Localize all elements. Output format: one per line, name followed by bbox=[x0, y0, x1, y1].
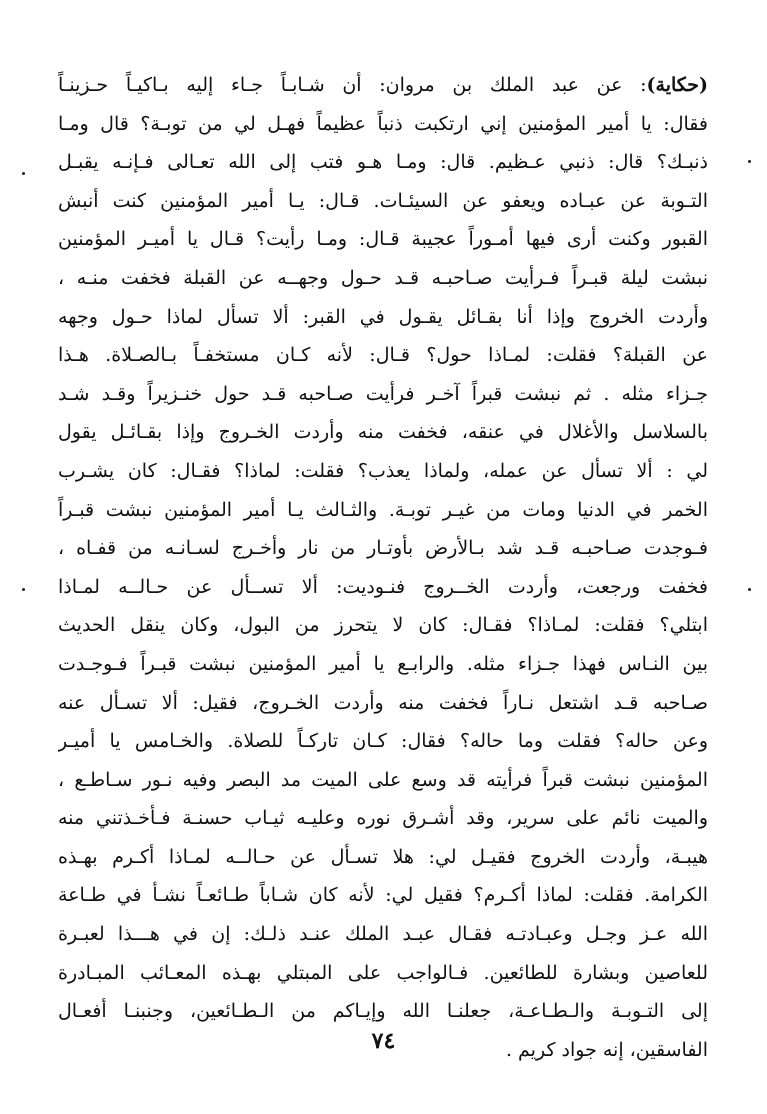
text-line bbox=[58, 568, 708, 607]
text-line bbox=[58, 375, 708, 414]
text-line bbox=[58, 992, 708, 1031]
text-line bbox=[58, 66, 708, 105]
line-text: لي : ألا تسأل عن عمله، ولماذا يعذب؟ فقلت: لماذا؟ فقـال: كان يشـرب bbox=[58, 459, 708, 482]
line-text: للعاصين وبشارة للطائعين. فـالواجب على المبتلي بهـذه المعـائب المبـادرة bbox=[58, 961, 708, 984]
text-line bbox=[58, 413, 708, 452]
line-text: التـوبة عن عبـاده ويعفو عن السيئـات. قـال: يـا أمير المؤمنين كنت أنبش bbox=[58, 189, 708, 212]
line-text: عن القبلة؟ فقلت: لمـاذا حول؟ قـال: لأنه كـان مستخفـاً بـالصـلاة. هـذا bbox=[58, 344, 708, 367]
text-line bbox=[58, 182, 708, 221]
line-text: إلى التـوبـة والـطـاعـة، جعلنـا الله وإيـاكم من الـطـائعين، وجنبنـا أفعـال bbox=[58, 1000, 708, 1023]
line-text: الخمر في الدنيا ومات من غيـر توبـة. والثـالث يـا أمير المؤمنين نبشت قبـراً bbox=[58, 498, 708, 521]
line-text: صـاحبه قـد اشتعل نـاراً فخفت منه وأردت الخـروج، فقيل: ألا تسـأل عنه bbox=[58, 691, 708, 714]
text-line bbox=[58, 298, 708, 337]
line-text: بالسلاسل والأغلال في عنقه، فخفت منه وأردت الخـروج وإذا بقـائـل يقول bbox=[58, 421, 708, 444]
line-text: وعن حاله؟ فقلت وما حاله؟ فقال: كـان تاركـاً للصلاة. والخـامس يا أميـر bbox=[58, 730, 708, 753]
text-line bbox=[58, 954, 708, 993]
margin-mark bbox=[22, 588, 25, 591]
text-line bbox=[58, 606, 708, 645]
line-text: ابتلي؟ فقلت: لمـاذا؟ فقـال: كان لا يتحرز من البول، وكان ينقل الحديث bbox=[58, 614, 708, 637]
body-text bbox=[58, 66, 708, 1069]
text-line bbox=[58, 336, 708, 375]
line-text: هيبـة، وأردت الخروج فقيـل لي: هلا تسـأل عن حـالــه لمـاذا أكـرم بهـذه bbox=[58, 845, 708, 868]
text-line bbox=[58, 876, 708, 915]
line-text: فخفت ورجعت، وأردت الخــروج فنـوديت: ألا تســأل عن حـالــه لمـاذا bbox=[58, 575, 708, 598]
line-text: الله عـز وجـل وعبـادتـه فقـال عبـد الملك عنـد ذلـك: إن في هـــذا لعبـرة bbox=[58, 923, 708, 946]
text-line bbox=[58, 491, 708, 530]
page-number: ٧٤ bbox=[371, 1028, 396, 1054]
line-text: الفاسقين، إنه جواد كريم . bbox=[505, 1038, 708, 1061]
line-text: جـزاء مثله . ثم نبشت قبراً آخـر فرأيت صـاحبه قـد حول خنـزيراً وقـد شـد bbox=[58, 382, 708, 405]
text-line bbox=[58, 220, 708, 259]
story-heading: (حكاية) bbox=[646, 74, 708, 96]
line-text: القبور وكنت أرى فيها أمـوراً عجيبة قـال: ومـا رأيت؟ قـال يا أميـر المؤمنين bbox=[58, 228, 708, 251]
text-line bbox=[58, 645, 708, 684]
text-line bbox=[58, 799, 708, 838]
line-text: نبشت ليلة قبـراً فـرأيت صـاحبـه قـد حـول وجهــه عن القبلة فخفت منـه ، bbox=[58, 266, 708, 289]
margin-mark bbox=[22, 172, 25, 175]
text-line bbox=[58, 529, 708, 568]
line-text: الكرامة. فقلت: لماذا أكـرم؟ فقيل لي: لأنه كان شـاباً طـائعـاً نشـأ في طـاعة bbox=[58, 884, 708, 907]
margin-mark bbox=[748, 588, 751, 591]
line-text: ذنبـك؟ قال: ذنبي عـظيم. قال: ومـا هـو فتب إلى الله تعـالى فـإنـه يقبـل bbox=[58, 151, 708, 174]
text-line bbox=[58, 722, 708, 761]
line-text: وأردت الخروج وإذا أنا بقـائل يقـول في القبر: ألا تسأل لماذا حـول وجهه bbox=[58, 305, 708, 328]
text-line bbox=[58, 838, 708, 877]
text-line bbox=[58, 143, 708, 182]
text-line bbox=[58, 105, 708, 144]
text-line bbox=[58, 915, 708, 954]
line-text: : عن عبد الملك بن مروان: أن شـابـاً جـاء إليه بـاكيـاً حـزينـاً bbox=[58, 74, 647, 96]
line-text: فـوجدت صـاحبـه قـد شد بـالأرض بأوتـار من نار وأخـرج لسـانـه من قفـاه ، bbox=[58, 537, 708, 560]
text-line bbox=[58, 761, 708, 800]
line-text: فقال: يا أمير المؤمنين إني ارتكبت ذنباً عظيماً فهـل لي من توبـة؟ قال ومـا bbox=[58, 112, 708, 135]
line-text: بين النـاس فهذا جـزاء مثله. والرابـع يا أمير المؤمنين نبشت قبـراً فـوجـدت bbox=[58, 652, 708, 675]
line-text: والميت نائم على سرير، وقد أشـرق نوره وعليـه ثيـاب حسنـة فـأخـذتني منه bbox=[58, 807, 708, 830]
line-text: المؤمنين نبشت قبراً فرأيته قد وسع على الميت مد البصر وفيه نـور سـاطـع ، bbox=[58, 768, 708, 791]
margin-mark bbox=[748, 160, 751, 163]
text-line bbox=[58, 684, 708, 723]
text-line bbox=[58, 452, 708, 491]
text-line bbox=[58, 259, 708, 298]
